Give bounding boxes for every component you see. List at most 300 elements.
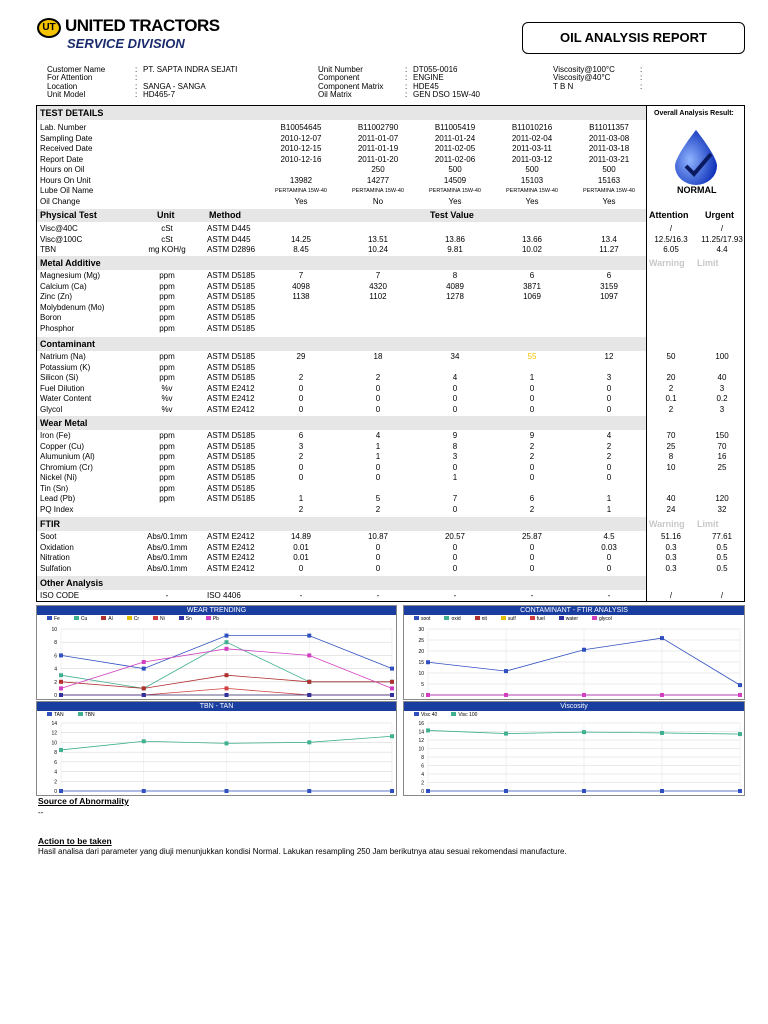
y-tick-label: 2 [54,679,57,686]
ftir-value: 0.01 [293,542,309,552]
contaminant-value: 34 [450,352,460,361]
info-colon: : [640,73,643,83]
info-colon: : [405,81,408,91]
legend-entry [475,616,487,622]
info-label: Customer Name [47,65,106,74]
overall-result: NORMAL [677,185,717,195]
detail-label: Oil Change [40,196,81,206]
legend-entry [206,616,219,622]
legend-text: Al [108,616,113,622]
data-point [225,647,229,651]
physical-label: Visc@40C [40,224,78,233]
wear-metal-value: 0 [375,462,381,472]
contaminant-value: 0 [529,394,535,403]
ftir-label: Sulfation [40,563,72,573]
ftir-method: ASTM E2412 [207,553,255,562]
ftir-unit: Abs/0.1mm [147,532,188,541]
y-tick-label: 14 [418,729,424,736]
ftir-value: 0 [529,553,535,562]
wear-metal-value: 4 [606,431,612,440]
chart-legend [37,615,396,623]
wear-metal-value: 3 [452,452,458,461]
ftir-value: 0.01 [293,553,309,562]
wear-metal-value: 0 [375,473,381,482]
data-point [307,740,311,744]
detail-value: 15103 [520,175,544,185]
water-drop-icon [671,128,721,186]
detail-value: 2011-03-21 [588,154,630,164]
wear-metal-value: 0 [452,504,458,514]
wear-metal-value: 0 [298,462,304,472]
data-point [307,634,311,638]
contaminant-value: 55 [527,352,537,361]
y-tick-label: 10 [51,627,57,633]
physical-value: 13.66 [521,234,543,244]
info-label: Viscosity@100°C [553,65,615,74]
wear-metal-value: 0 [606,462,612,472]
contaminant-value: 0 [606,404,612,414]
detail-label: Hours On Unit [40,175,91,185]
contaminant-method: ASTM E2412 [207,394,255,403]
detail-value: 2010-12-15 [280,144,322,153]
wear-metal-value: 0 [298,473,304,482]
legend-text: oxid [451,616,461,622]
wear-metal-value: 2 [529,441,535,451]
contaminant-unit: ppm [159,362,175,372]
contaminant-value: 0 [298,383,304,393]
data-point [225,634,229,638]
contaminant-value: 18 [373,352,383,361]
other-analysis-value: - [607,591,611,600]
ftir-attention: 51.16 [660,532,682,541]
info-label: Unit Number [318,65,363,74]
wear-metal-unit: ppm [159,473,175,482]
ftir-value: 0 [606,553,612,562]
data-point [59,686,63,690]
detail-value: 2010-12-07 [280,133,322,143]
physical-method: ASTM D445 [207,234,251,244]
metal-additive-value: 6 [529,271,535,280]
contaminant-label: Glycol [40,404,63,414]
data-point [390,686,394,690]
limit-label: Limit [697,258,719,268]
contaminant-value: 0 [375,404,381,414]
physical-header-bar: Physical Test [37,209,646,222]
action-title: Action to be taken [38,836,112,846]
data-point [660,731,664,735]
contaminant-value: 0 [452,383,458,393]
wear-metal-attention: 24 [666,504,676,514]
physical-method: ASTM D2896 [207,245,256,254]
report-title: OIL ANALYSIS REPORT [522,22,745,54]
data-point [426,660,430,664]
legend-entry [559,616,578,622]
brand-name: UNITED TRACTORS [65,16,220,35]
other-analysis-value: - [376,591,380,600]
wear-metal-value: 7 [452,494,458,503]
data-point [307,653,311,657]
wear-metal-label: Lead (Pb) [40,494,76,503]
data-point [59,693,63,697]
ftir-label: Oxidation [40,542,74,552]
contaminant-unit: %v [161,404,173,414]
y-tick-label: 8 [421,755,424,761]
metal-additive-value: 7 [298,271,304,280]
ftir-value: 10.87 [367,532,389,541]
info-colon: : [640,65,643,74]
wear-metal-value: 0 [606,473,612,482]
info-colon: : [135,65,138,74]
urgent-header: Urgent [705,210,734,220]
wear-metal-value: 3 [298,441,304,451]
metal-additive-label: Phosphor [40,323,75,333]
wear-metal-urgent: 120 [715,494,729,503]
chart-legend [404,615,744,623]
data-point [142,693,146,697]
detail-label: Hours on Oil [40,165,85,174]
method-header: Method [209,210,241,220]
data-point [59,789,63,793]
physical-label: TBN [40,245,56,254]
other-analysis-value: - [530,591,534,600]
contaminant-attention: 0.1 [665,394,677,403]
info-label: Oil Matrix [318,89,352,99]
metal-additive-value: 3159 [600,281,618,291]
unit-header: Unit [157,210,175,220]
physical-urgent: 11.25/17.93 [701,234,743,244]
contaminant-unit: ppm [159,352,175,361]
ftir-value: 0 [606,563,612,573]
data-point [307,693,311,697]
legend-swatch [444,616,449,620]
ftir-urgent: 0.5 [716,563,728,573]
legend-entry [414,616,430,622]
testvalue-header: Test Value [430,210,474,220]
detail-value: 14509 [443,175,467,185]
y-tick-label: 6 [54,759,57,766]
info-value: ENGINE [413,73,444,83]
legend-entry [74,616,87,622]
chart-plot [404,713,744,795]
metal-additive-unit: ppm [159,313,175,322]
wear-metal-value: 9 [529,431,535,440]
detail-value: 2011-01-24 [434,133,476,143]
metal-additive-label: Magnesium (Mg) [40,271,101,280]
wear-metal-unit: ppm [159,483,175,493]
contaminant-urgent: 3 [719,383,725,393]
metal-additive-label: Calcium (Ca) [40,281,87,291]
data-point [738,732,742,736]
chart-panel [403,605,745,700]
other-analysis-attention: / [669,591,673,600]
contaminant-value: 0 [452,394,458,403]
wear-metal-value: 1 [606,494,612,503]
wear-metal-urgent: 32 [717,504,727,514]
detail-value: PERTAMINA 15W-40 [352,188,404,194]
chart-title: TBN - TAN [37,702,396,711]
legend-text: sulf [507,616,516,622]
detail-label: Sampling Date [40,133,93,143]
detail-value: Yes [602,196,616,206]
legend-text: fuel [536,616,545,622]
y-tick-label: 4 [421,772,424,778]
detail-value: PERTAMINA 15W-40 [275,188,327,194]
physical-attention: / [669,224,673,233]
info-label: Component [318,73,360,83]
physical-label: Visc@100C [40,234,83,244]
wear-metal-urgent: 16 [717,452,727,461]
metal-additive-bar: Metal Additive [37,256,646,270]
y-tick-label: 20 [418,649,424,655]
detail-value: 2011-01-07 [357,133,399,143]
limit-label: Limit [697,519,719,529]
y-tick-label: 15 [418,660,424,666]
contaminant-label: Natrium (Na) [40,352,86,361]
wear-metal-attention: 40 [666,494,676,503]
data-point [225,640,229,644]
ftir-value: 14.89 [290,532,312,541]
contaminant-attention: 2 [668,404,674,414]
contaminant-bar: Contaminant [37,337,646,351]
metal-additive-value: 6 [606,271,612,280]
ftir-value: 0 [452,553,458,562]
contaminant-value: 1 [529,373,535,382]
attention-header: Attention [649,210,689,220]
ftir-urgent: 0.5 [716,553,728,562]
metal-additive-label: Boron [40,313,62,322]
detail-value: PERTAMINA 15W-40 [506,188,558,194]
y-tick-label: 6 [54,653,57,660]
metal-additive-unit: ppm [159,302,175,312]
physical-value: 10.02 [521,245,543,254]
legend-swatch [530,616,535,620]
source-title: Source of Abnormality [38,796,129,806]
data-point [582,648,586,652]
contaminant-label: Silicon (Si) [40,373,79,382]
legend-swatch [475,616,480,620]
metal-additive-label: Molybdenum (Mo) [40,302,105,312]
data-point [59,673,63,677]
info-value: SANGA - SANGA [143,81,206,91]
data-point [582,730,586,734]
y-tick-label: 5 [421,682,424,688]
data-point [142,667,146,671]
wear-metal-unit: ppm [159,441,175,451]
action-text: Hasil analisa dari parameter yang diuji menunjukkan kondisi Normal. Lakukan resampling 250 Jam berikutnya atau sesuai rekomendasi manufacture. [38,847,567,856]
contaminant-attention: 50 [666,352,676,361]
legend-swatch [47,616,52,620]
analysis-table [36,105,745,602]
y-tick-label: 8 [54,640,57,647]
wear-metal-method: ASTM D5185 [207,441,256,451]
data-point [142,686,146,690]
legend-swatch [153,616,158,620]
detail-value: Yes [448,196,462,206]
wear-metal-label: Copper (Cu) [40,441,85,451]
contaminant-value: 0 [452,404,458,414]
detail-value: No [372,196,384,206]
wear-metal-method: ASTM D5185 [207,494,256,503]
legend-entry [179,616,192,622]
wear-metal-value: 2 [606,441,612,451]
physical-urgent: 4.4 [716,245,728,254]
data-point [582,789,586,793]
contaminant-attention: 20 [666,373,676,382]
y-tick-label: 10 [418,671,424,677]
detail-value: 2011-03-08 [588,133,630,143]
ftir-value: 0.03 [601,542,617,552]
contaminant-urgent: 0.2 [716,394,728,403]
data-point [504,732,508,736]
wear-metal-method: ASTM D5185 [207,462,256,472]
ftir-attention: 0.3 [665,563,677,573]
contaminant-value: 29 [296,352,306,361]
wear-metal-value: 0 [452,462,458,472]
data-point [142,660,146,664]
metal-additive-method: ASTM D5185 [207,281,256,291]
info-colon: : [405,65,408,74]
legend-swatch [592,616,597,620]
detail-value: B11005419 [434,123,476,132]
wear-metal-attention: 70 [666,431,676,440]
wear-metal-value: 1 [298,494,304,503]
legend-swatch [206,616,211,620]
physical-value: 13.51 [367,234,389,244]
ftir-unit: Abs/0.1mm [147,563,188,573]
legend-text: TBN [84,712,95,718]
data-point [426,728,430,732]
other-analysis-bar: Other Analysis [37,576,646,590]
metal-additive-unit: ppm [159,292,175,301]
info-value: HDE45 [413,81,439,91]
y-tick-label: 0 [421,789,424,795]
wear-metal-value: 1 [452,473,458,482]
legend-text: Pb [212,616,219,622]
legend-text: water [565,616,578,622]
chart-plot [404,623,744,699]
wear-metal-label: Chromium (Cr) [40,462,93,472]
test-details-bar: TEST DETAILS [37,106,646,120]
metal-additive-value: 1138 [292,292,310,301]
ftir-method: ASTM E2412 [207,542,255,552]
data-point [390,789,394,793]
info-label: For Attention [47,73,93,83]
ftir-label: Soot [40,532,57,541]
wear-metal-value: 0 [529,462,535,472]
ftir-value: 0 [375,563,381,573]
wear-metal-value: 6 [529,494,535,503]
contaminant-value: 0 [606,394,612,403]
metal-additive-method: ASTM D5185 [207,313,256,322]
contaminant-method: ASTM E2412 [207,383,255,393]
data-point [59,653,63,657]
ftir-attention: 0.3 [665,542,677,552]
metal-additive-value: 4089 [446,281,464,291]
ftir-value: 20.57 [444,532,466,541]
detail-label: Lab. Number [40,123,87,132]
detail-label: Report Date [40,154,84,164]
detail-value: 2011-01-19 [357,144,399,153]
wear-metal-label: Iron (Fe) [40,431,71,440]
legend-swatch [559,616,564,620]
wear-metal-method: ASTM D5185 [207,431,256,440]
contaminant-label: Fuel Dilution [40,383,85,393]
metal-additive-method: ASTM D5185 [207,271,256,280]
detail-value: PERTAMINA 15W-40 [583,188,635,194]
legend-entry [153,616,165,622]
detail-label: Received Date [40,144,93,153]
metal-additive-label: Zinc (Zn) [40,292,72,301]
data-point [504,669,508,673]
wear-metal-urgent: 25 [717,462,727,472]
ftir-value: 0 [529,542,535,552]
contaminant-value: 2 [298,373,304,382]
info-label: T B N [553,81,574,91]
ftir-value: 0 [529,563,535,573]
chart-panel [36,701,397,796]
y-tick-label: 12 [51,730,57,737]
logo-mark: UT [37,18,61,38]
ftir-bar: FTIR [37,517,646,531]
ftir-value: 0 [298,563,304,573]
y-tick-label: 10 [418,746,424,753]
ftir-value: 0 [375,553,381,562]
y-tick-label: 12 [418,738,424,744]
contaminant-value: 0 [375,383,381,393]
legend-swatch [501,616,506,620]
legend-text: Cr [133,616,139,622]
data-point [390,680,394,684]
contaminant-value: 0 [529,383,535,393]
ftir-urgent: 77.61 [711,532,733,541]
y-tick-label: 30 [418,627,424,633]
detail-value: 2011-02-04 [511,133,553,143]
data-point [390,667,394,671]
data-point [660,789,664,793]
contaminant-value: 2 [375,373,381,382]
data-point [660,693,664,697]
ftir-unit: Abs/0.1mm [147,542,188,552]
contaminant-value: 0 [298,404,304,414]
wear-metal-value: 5 [375,494,381,503]
info-colon: : [405,73,408,83]
legend-entry [501,616,516,622]
info-colon: : [135,73,138,83]
wear-metal-value: 2 [375,504,381,514]
contaminant-label: Potassium (K) [40,362,91,372]
wear-metal-method: ASTM D5185 [207,483,256,493]
data-point [225,673,229,677]
detail-value: Yes [525,196,539,206]
wear-metal-value: 2 [298,504,304,514]
wear-metal-attention: 25 [666,441,676,451]
contaminant-label: Water Content [40,394,92,403]
wear-metal-value: 2 [606,452,612,461]
detail-label: Lube Oil Name [40,186,94,195]
detail-value: PERTAMINA 15W-40 [429,188,481,194]
legend-entry [127,616,139,622]
wear-metal-unit: ppm [159,494,175,503]
chart-title: CONTAMINANT - FTIR ANALYSIS [404,606,744,615]
data-point [660,636,664,640]
legend-text: glycol [599,616,612,622]
detail-value: 500 [448,165,462,174]
contaminant-unit: %v [161,383,173,393]
ftir-label: Nitration [40,553,70,562]
info-colon: : [405,89,408,99]
other-analysis-unit: - [165,591,169,600]
data-point [225,693,229,697]
